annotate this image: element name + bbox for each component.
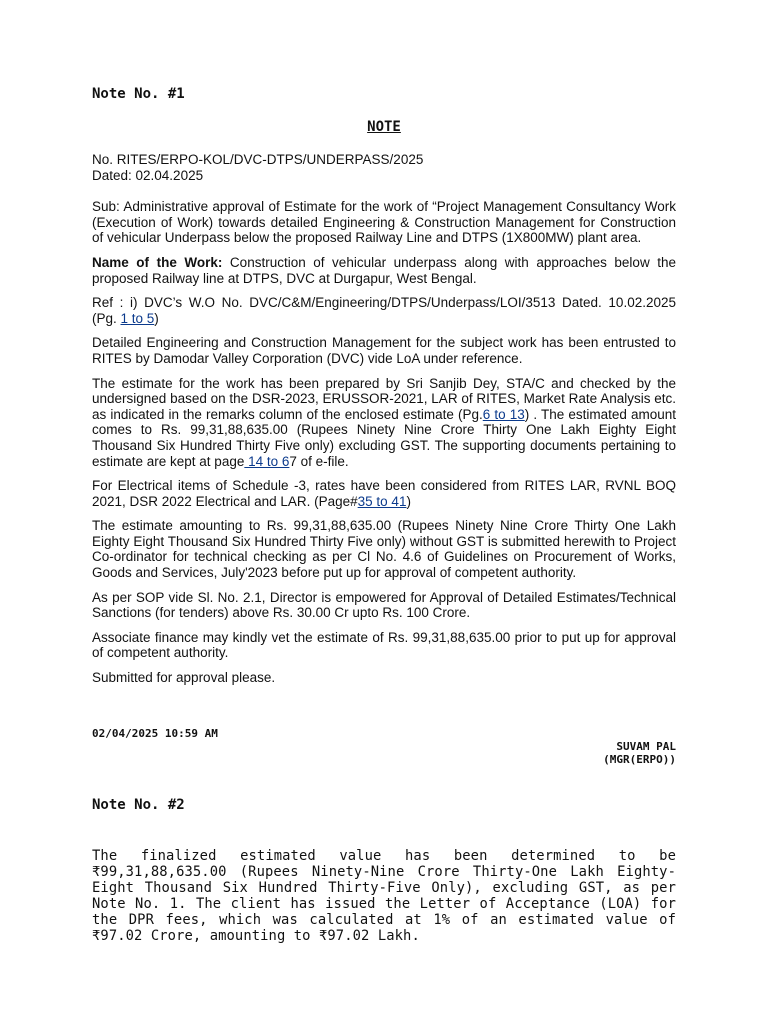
submitted-paragraph: The estimate amounting to Rs. 99,31,88,635.00 (Rupees Ninety Nine Crore Thirty One Lakh Eighty Eight Thousand Six Hundred Thirty Five only) without GST is submitted herewith to Project Co-ordinator for technical checking as per Cl No. 4.6 of Guidelines on Procurement of Works, Goods and Services, July'2023 before put up for approval of competent authority. (92, 518, 676, 581)
dated-line: Dated: 02.04.2025 (92, 167, 204, 183)
estimate-page-link-2[interactable]: 14 to 6 (244, 453, 290, 469)
name-of-work-label: Name of the Work: (92, 254, 223, 270)
note-1-heading: Note No. #1 (92, 86, 185, 102)
electrical-paragraph (92, 478, 676, 509)
note-1-body (92, 152, 676, 695)
reference-close: ) (154, 310, 159, 326)
electrical-page-link[interactable]: 35 to 41 (357, 493, 407, 509)
estimate-text-c: 7 of e-file. (289, 453, 349, 469)
name-of-work-text: Construction of vehicular underpass along with approaches below the proposed Railway line at DTPS, DVC at Durgapur, West Bengal. (92, 254, 676, 286)
note-2-heading: Note No. #2 (92, 797, 185, 813)
estimate-text-b: ) . The estimated amount comes to Rs. 99,31,88,635.00 (Rupees Ninety Nine Crore Thirty One Lakh Eighty Eight Thousand Six Hundred Thirty Five only) excluding GST. The supporting documents pertaining to estimate are kept at page (92, 406, 676, 469)
note-2-body: The finalized estimated value has been determined to be ₹99,31,88,635.00 (Rupees Ninety-Nine Crore Thirty-One Lakh Eighty-Eight Thousand Six Hundred Thirty-Five Only), excluding GST, as per Note No. 1. The client has issued the Letter of Acceptance (LOA) for the DPR fees, which was calculated at 1% of an estimated value of ₹97.02 Crore, amounting to ₹97.02 Lakh. (92, 848, 676, 944)
estimate-paragraph (92, 376, 676, 470)
estimate-text-a: The estimate for the work has been prepared by Sri Sanjib Dey, STA/C and checked by the undersigned based on the DSR-2023, ERUSSOR-2021, LAR of RITES, Market Rate Analysis etc. as indicated in the remarks column of the enclosed estimate (Pg. (92, 375, 676, 422)
reference-text: Ref : i) DVC’s W.O No. DVC/C&M/Engineering/DTPS/Underpass/LOI/3513 Dated. 10.02.2025 (Pg. (92, 295, 676, 326)
name-of-work-paragraph (92, 255, 676, 286)
finance-paragraph: Associate finance may kindly vet the estimate of Rs. 99,31,88,635.00 prior to put up for approval of competent authority. (92, 629, 676, 661)
estimate-page-link-1[interactable]: 6 to 13 (482, 406, 525, 422)
signature-block (603, 740, 676, 766)
reference-page-link[interactable]: 1 to 5 (120, 310, 155, 326)
signatory-name: SUVAM PAL (616, 740, 676, 753)
signatory-designation: (MGR(ERPO)) (603, 753, 676, 766)
note-title: NOTE (367, 119, 401, 135)
subject-paragraph: Sub: Administrative approval of Estimate for the work of “Project Management Consultancy Work (Execution of Work) towards detailed Engineering & Construction Management for Construction of vehicular Underpass below the proposed Railway Line and DTPS (1X800MW) plant area. (92, 199, 676, 246)
sop-paragraph: As per SOP vide Sl. No. 2.1, Director is empowered for Approval of Detailed Estimates/Technical Sanctions (for tenders) above Rs. 30.00 Cr upto Rs. 100 Crore. (92, 589, 676, 621)
note-1-timestamp: 02/04/2025 10:59 AM (92, 727, 218, 740)
final-paragraph: Submitted for approval please. (92, 670, 276, 686)
entrusted-paragraph: Detailed Engineering and Construction Management for the subject work has been entrusted to RITES by Damodar Valley Corporation (DVC) vide LoA under reference. (92, 335, 676, 366)
reference-number: No. RITES/ERPO-KOL/DVC-DTPS/UNDERPASS/2025 (92, 152, 424, 167)
electrical-text-a: For Electrical items of Schedule -3, rates have been considered from RITES LAR, RVNL BOQ 2021, DSR 2022 Electrical and LAR. (Page# (92, 478, 676, 509)
reference-paragraph (92, 295, 676, 326)
electrical-text-b: ) (406, 493, 411, 509)
